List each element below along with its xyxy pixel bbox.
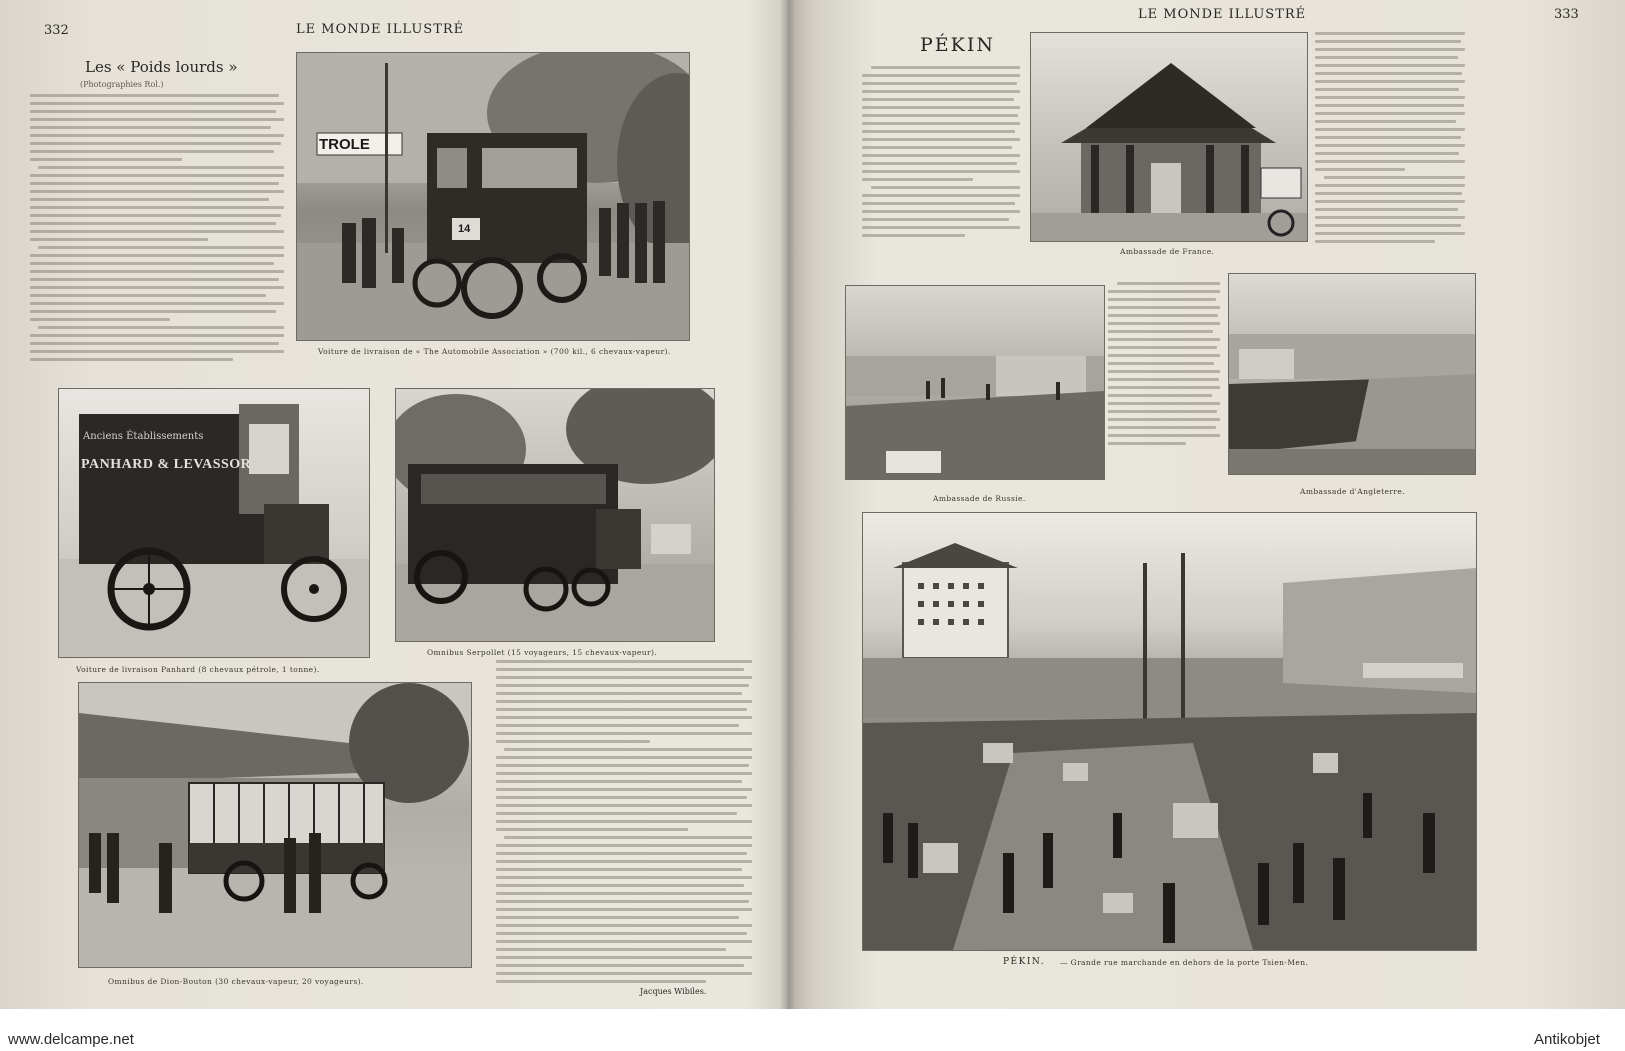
photo-dion-bouton-omnibus xyxy=(78,682,472,968)
photo-serpollet-omnibus xyxy=(395,388,715,642)
delcampe-watermark[interactable]: www.delcampe.net xyxy=(8,1031,134,1048)
caption-delivery-van-association: Voiture de livraison de « The Automobile Association » (700 kil., 6 chevaux-vapeur). xyxy=(318,347,671,356)
caption-ambassade-france: Ambassade de France. xyxy=(1120,247,1215,256)
article-text-continuation xyxy=(496,660,752,980)
caption-ambassade-angleterre: Ambassade d'Angleterre. xyxy=(1300,487,1405,496)
caption-dion-bouton-omnibus: Omnibus de Dion-Bouton (30 chevaux-vapeur, 20 voyageurs). xyxy=(108,977,364,986)
photo-credit: (Photographies Rol.) xyxy=(80,80,164,89)
pekin-text-column-middle xyxy=(1108,282,1220,482)
photo-panhard-delivery-van xyxy=(58,388,370,658)
right-running-head: LE MONDE ILLUSTRÉ xyxy=(1138,7,1307,22)
article-title: Les « Poids lourds » xyxy=(85,58,238,76)
photo-ambassade-france xyxy=(1030,32,1308,242)
pekin-article-title: PÉKIN xyxy=(920,34,995,56)
seller-name[interactable]: Antikobjet xyxy=(1534,1031,1600,1048)
left-running-head: LE MONDE ILLUSTRÉ xyxy=(296,22,465,37)
photo-pekin-grande-rue xyxy=(862,512,1477,951)
trolley-sign-text: TROLE xyxy=(319,136,370,153)
van-company-name: PANHARD & LEVASSOR xyxy=(81,457,252,472)
article-text-column xyxy=(30,94,284,384)
pekin-text-column-left xyxy=(862,66,1020,256)
book-gutter xyxy=(780,0,796,1051)
left-page-number: 332 xyxy=(44,23,69,38)
pekin-text-column-right xyxy=(1315,32,1465,262)
caption-ambassade-russie: Ambassade de Russie. xyxy=(933,494,1026,503)
photo-ambassade-angleterre xyxy=(1228,273,1476,475)
pekin-caption-text: — Grande rue marchande en dehors de la porte Tsien-Men. xyxy=(1060,958,1309,967)
right-page-number: 333 xyxy=(1554,7,1579,22)
photo-ambassade-russie xyxy=(845,285,1105,480)
pekin-caption-label: PÉKIN. xyxy=(1003,957,1046,967)
caption-panhard-van: Voiture de livraison Panhard (8 chevaux pétrole, 1 tonne). xyxy=(76,665,320,674)
photo-delivery-van-automobile-association xyxy=(296,52,690,341)
van-plate-number: 14 xyxy=(458,223,471,235)
article-signature: Jacques Wibiles. xyxy=(640,987,707,996)
footer-bar xyxy=(0,1009,1625,1051)
van-company-subtitle: Anciens Établissements xyxy=(83,431,204,442)
caption-serpollet-omnibus: Omnibus Serpollet (15 voyageurs, 15 chevaux-vapeur). xyxy=(427,648,658,657)
